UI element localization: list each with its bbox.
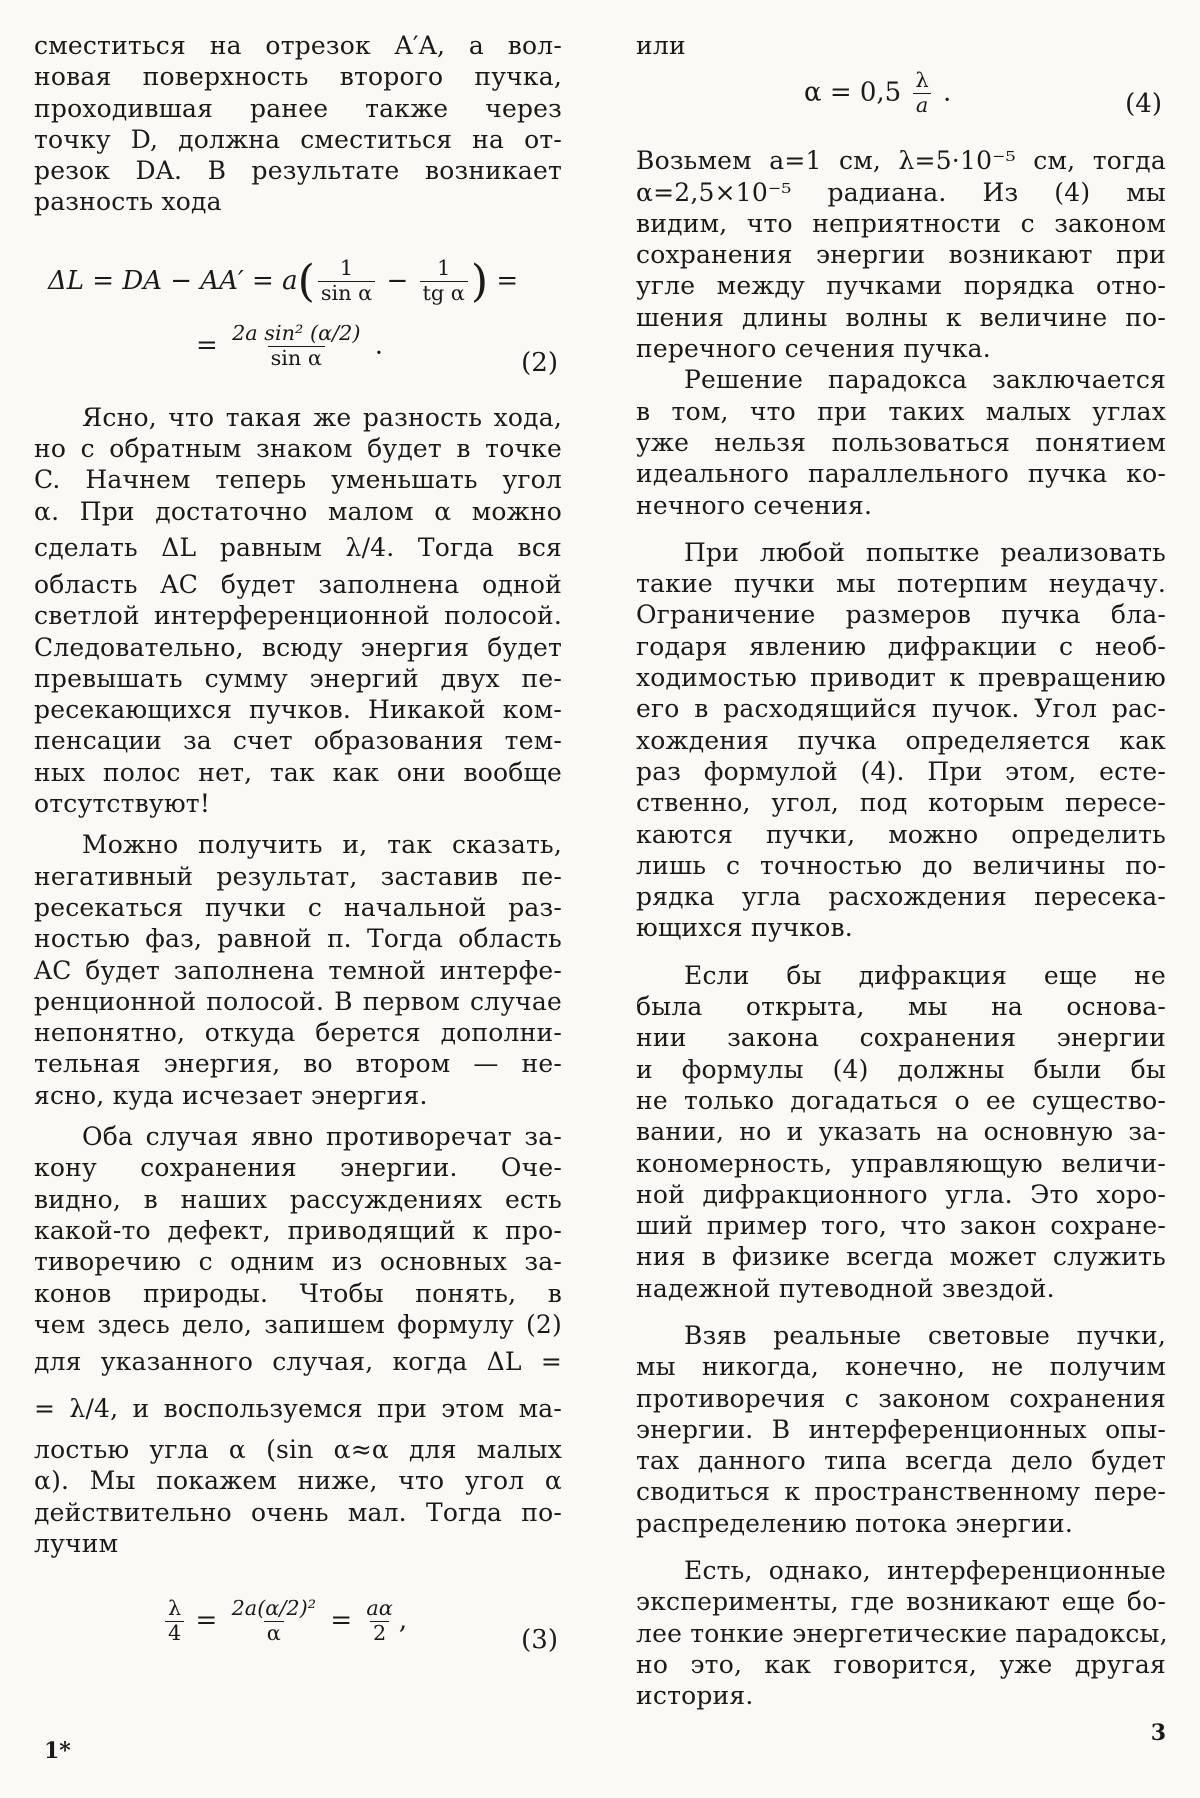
paragraph	[636, 537, 1166, 944]
text-line: надежной путеводной звездой.	[636, 1273, 1055, 1303]
text-line: Можно получить и, так сказать,	[82, 830, 562, 860]
paragraph	[636, 1320, 1166, 1539]
text-line: сделать ΔL равным λ/4. Тогда вся	[34, 532, 562, 562]
text-line: Возьмем a=1 см, λ=5·10⁻⁵ см, тогда	[636, 146, 1166, 176]
text-line: угле между пучками порядка отно-	[636, 271, 1166, 301]
text-line: пенсации за счет образования тем-	[34, 726, 562, 756]
text-line: не только догадаться о ее существо-	[636, 1085, 1166, 1115]
text-line: для указанного случая, когда ΔL =	[34, 1347, 562, 1377]
text-line: видим, что неприятности с законом	[636, 208, 1166, 238]
equation-2: = $\frac{\text{2a sin² (α/2)}}{\text{sin α}}$ . (2)	[196, 320, 558, 378]
text-line: хождения пучка определяется как	[636, 725, 1166, 755]
text-line: сохранения энергии возникают при	[636, 240, 1166, 270]
text-line: Ограничение размеров пучка бла-	[636, 600, 1166, 630]
text-line: α. При достаточно малом α можно	[34, 496, 562, 526]
text-line: лишь с точностью до величины по-	[636, 850, 1166, 880]
equation-number: (2)	[521, 347, 558, 378]
text-line: какой-то дефект, приводящий к про-	[34, 1215, 562, 1245]
text-line: ресекающихся пучков. Никакой ком-	[34, 695, 562, 725]
text-line: ных полос нет, так как они вообще	[34, 757, 562, 787]
text-line: вании, но и указать на основную за-	[636, 1117, 1166, 1147]
text-line: α). Мы покажем ниже, что угол α	[34, 1466, 562, 1496]
paragraph	[636, 364, 1166, 520]
text-line: Следовательно, всюду энергия будет	[34, 632, 562, 662]
text-line: резок DA. В результате возникает	[34, 156, 562, 186]
text-line: история.	[636, 1681, 754, 1711]
text-line: уже нельзя пользоваться понятием	[636, 427, 1166, 457]
signature-mark: 1*	[44, 1738, 71, 1764]
text-line: область AC будет заполнена одной	[34, 569, 562, 599]
equation-number: (4)	[1125, 89, 1162, 120]
text-line: ший пример того, что закон сохране-	[636, 1211, 1166, 1241]
text-line: сместиться на отрезок A′A, а вол-	[34, 31, 562, 60]
text-line: тах данного типа всегда дело будет	[636, 1446, 1166, 1476]
text-line: раз формулой (4). При этом, есте-	[636, 756, 1166, 786]
left-column	[34, 30, 562, 1687]
text-line: кону сохранения энергии. Оче-	[34, 1153, 562, 1183]
text-line: противоречия с законом сохранения	[636, 1383, 1166, 1413]
text-line: но с обратным знаком будет в точке	[34, 434, 562, 464]
text-line: такие пучки мы потерпим неудачу.	[636, 569, 1166, 599]
text-line: идеального параллельного пучка ко-	[636, 459, 1166, 489]
text-line: лее тонкие энергетические парадоксы,	[636, 1618, 1168, 1648]
text-line: лучим	[34, 1528, 119, 1558]
page-number: 3	[1150, 1720, 1166, 1746]
text-line: ственно, угол, под которым пересе-	[636, 788, 1166, 818]
text-line: ной дифракционного угла. Это хоро-	[636, 1179, 1166, 1209]
text-line: тиворечию с одним из основных за-	[34, 1247, 562, 1277]
text-line: = λ/4, и воспользуемся при этом ма-	[34, 1394, 562, 1424]
text-line: рядка угла расхождения пересека-	[636, 882, 1166, 912]
text-line: кономерность, управляющую величи-	[636, 1148, 1166, 1178]
text-line: шения длины волны к величине по-	[636, 302, 1166, 332]
equation-4: α = 0,5 $\frac{\lambda}{a}$ . (4)	[804, 68, 1162, 120]
text-line: ющихся пучков.	[636, 913, 853, 943]
text-line: каются пучки, можно определить	[636, 819, 1166, 849]
text-line: чем здесь дело, запишем формулу (2)	[34, 1309, 562, 1339]
text-line: действительно очень мал. Тогда по-	[34, 1497, 562, 1527]
text-line: разность хода	[34, 187, 222, 217]
text-line: α=2,5×10⁻⁵ радиана. Из (4) мы	[636, 177, 1166, 207]
paragraph	[636, 145, 1166, 364]
text-line: годаря явлению дифракции с необ-	[636, 631, 1166, 661]
text-line: превышать сумму энергий двух пе-	[34, 663, 562, 693]
text-line: конов природы. Чтобы понять, в	[34, 1278, 562, 1308]
paragraph	[34, 1121, 562, 1559]
text-line: но это, как говорится, уже другая	[636, 1649, 1166, 1679]
text-line: ренционной полосой. В первом случае	[34, 986, 562, 1016]
text-line: ния в физике всегда может служить	[636, 1242, 1166, 1272]
text-line: проходившая ранее также через	[34, 93, 562, 123]
text-line: ходимостью приводит к превращению	[636, 663, 1166, 693]
text-line: лостью угла α (sin α≈α для малых	[34, 1435, 562, 1465]
text-line: Решение парадокса заключается	[684, 365, 1166, 395]
text-line: распределению потока энергии.	[636, 1508, 1073, 1538]
paragraph	[636, 960, 1166, 1304]
paragraph	[636, 1555, 1166, 1711]
text-line: ресекаться пучки с начальной раз-	[34, 892, 562, 922]
paragraph	[34, 402, 562, 820]
text-line: была открыта, мы на основа-	[636, 992, 1166, 1022]
text-line: новая поверхность второго пучка,	[34, 62, 562, 92]
text-line: светлой интерференционной полосой.	[34, 601, 562, 631]
text-line: видно, в наших рассуждениях есть	[34, 1184, 562, 1214]
paragraph	[636, 30, 1166, 61]
text-line: Ясно, что такая же разность хода,	[82, 402, 562, 432]
text-line: точку D, должна сместиться на от-	[34, 124, 562, 154]
text-line: и формулы (4) должны были бы	[636, 1054, 1166, 1084]
text-line: энергии. В интерференционных опы-	[636, 1414, 1166, 1444]
equation-delta-l: ΔL = DA − AA′ = a( $\frac{1}{\text{sin α}}$ − $\frac{1}{\text{tg α}}$ ) =	[48, 255, 519, 307]
text-line: тельная энергия, во втором — не-	[34, 1049, 562, 1079]
text-line: При любой попытке реализовать	[684, 537, 1166, 567]
text-line: ностью фаз, равной π. Тогда область	[34, 924, 562, 954]
text-line: в том, что при таких малых углах	[636, 396, 1166, 426]
text-line: Оба случая явно противоречат за-	[82, 1122, 562, 1152]
text-line: нечного сечения.	[636, 490, 873, 520]
text-line: Есть, однако, интерференционные	[684, 1556, 1166, 1586]
equation-3: $\frac{\lambda}{4}$ = $\frac{\text{2a(α/2)²}}{\alpha}$ = $\frac{a\alpha}{2}$ , (3)	[34, 1597, 562, 1687]
text-line: перечного сечения пучка.	[636, 334, 991, 364]
text-line: его в расходящийся пучок. Угол рас-	[636, 694, 1166, 724]
text-line: сводиться к пространственному пере-	[636, 1477, 1166, 1507]
text-line: C. Начнем теперь уменьшать угол	[34, 465, 562, 495]
text-line: Взяв реальные световые пучки,	[684, 1320, 1166, 1350]
text-line: негативный результат, заставив пе-	[34, 861, 562, 891]
text-line: непонятно, откуда берется дополни-	[34, 1018, 562, 1048]
text-line: Если бы дифракция еще не	[684, 960, 1166, 990]
paragraph	[34, 30, 562, 218]
text-line: ясно, куда исчезает энергия.	[34, 1080, 428, 1110]
text-line: нии закона сохранения энергии	[636, 1023, 1166, 1053]
text-line: отсутствуют!	[34, 789, 211, 819]
text-line: мы никогда, конечно, не получим	[636, 1352, 1166, 1382]
text-line: AC будет заполнена темной интерфе-	[34, 955, 562, 985]
paragraph	[34, 829, 562, 1111]
right-column	[636, 30, 1166, 1712]
equation-number: (3)	[521, 1625, 558, 1656]
text-line: или	[636, 31, 686, 60]
text-line: эксперименты, где возникают еще бо-	[636, 1587, 1166, 1617]
